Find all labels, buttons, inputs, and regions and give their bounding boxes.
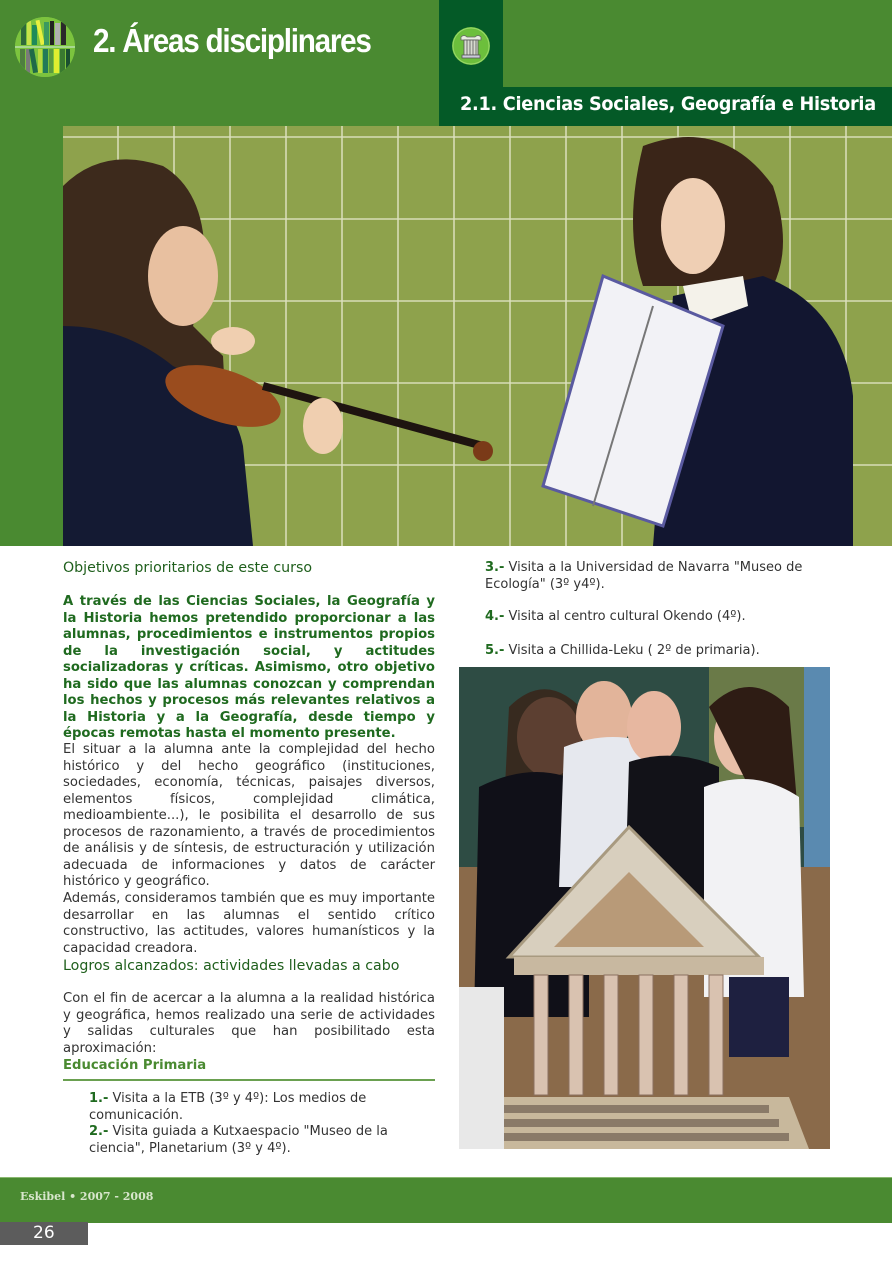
activity-item bbox=[485, 560, 845, 593]
activity-text: Visita a la Universidad de Navarra "Museo de Ecología" (3º y4º). bbox=[485, 560, 803, 592]
photo-violin-girls bbox=[63, 126, 892, 546]
activity-number: 3.- bbox=[485, 560, 505, 575]
photo-temple-model bbox=[459, 667, 830, 1149]
books-icon bbox=[15, 17, 75, 77]
ionic-column-icon bbox=[452, 27, 490, 65]
paragraph-context: El situar a la alumna ante la complejidad del hecho histórico y del hecho geográfico (instituciones, sociedades, economía, técnicas, paisajes diversos, elementos físicos, complejidad climática, medioambiente...), le posibilita el desarrollo de sus procesos de razonamiento, a través de procedimientos de análisis y de síntesis, de estructuración y utilización adecuada de informaciones y datos de carácter histórico y geográfico. bbox=[63, 742, 435, 889]
activity-text: Visita al centro cultural Okendo (4º). bbox=[508, 609, 746, 624]
footer-publication: Eskibel • 2007 - 2008 bbox=[20, 1190, 154, 1203]
activity-text: Visita guiada a Kutxaespacio "Museo de la ciencia", Planetarium (3º y 4º). bbox=[89, 1124, 388, 1156]
heading-rule bbox=[63, 1079, 435, 1081]
activity-number: 4.- bbox=[485, 609, 505, 624]
achievements-intro: Con el fin de acercar a la alumna a la realidad histórica y geográfica, hemos realizado una serie de actividades y salidas culturales que han posibilitado esta aproximación: bbox=[63, 991, 435, 1056]
activity-item bbox=[89, 1124, 419, 1157]
primary-heading: Educación Primaria bbox=[63, 1058, 207, 1073]
activity-text: Visita a la ETB (3º y 4º): Los medios de comunicación. bbox=[89, 1091, 367, 1123]
left-green-strip bbox=[0, 126, 63, 546]
activity-text: Visita a Chillida-Leku ( 2º de primaria). bbox=[508, 643, 760, 658]
activity-number: 2.- bbox=[89, 1124, 109, 1139]
activity-item bbox=[485, 609, 845, 626]
achievements-heading: Logros alcanzados: actividades llevadas a cabo bbox=[63, 958, 400, 974]
chapter-title: 2. Áreas disciplinares bbox=[93, 22, 371, 59]
objectives-intro: A través de las Ciencias Sociales, la Geografía y la Historia hemos pretendido proporcionar a las alumnas, procedimientos e instrumentos propios de la investigación social, y actitudes socializadoras y críticas. Asimismo, otro objetivo ha sido que las alumnas conozcan y comprendan los hechos y procesos más relevantes relativos a la Historia y a la Geografía, desde tiempo y épocas remotas hasta el momento presente. bbox=[63, 594, 435, 741]
paragraph-values: Además, consideramos también que es muy importante desarrollar en las alumnas el sentido crítico constructivo, las actitudes, valores humanísticos y la capacidad creadora. bbox=[63, 891, 435, 956]
activity-item bbox=[485, 643, 845, 660]
objectives-heading: Objetivos prioritarios de este curso bbox=[63, 560, 313, 576]
activity-item bbox=[89, 1091, 434, 1124]
activity-number: 5.- bbox=[485, 643, 505, 658]
activity-number: 1.- bbox=[89, 1091, 109, 1106]
page-number: 26 bbox=[33, 1223, 55, 1243]
section-title: 2.1. Ciencias Sociales, Geografía e Historia bbox=[460, 93, 876, 115]
